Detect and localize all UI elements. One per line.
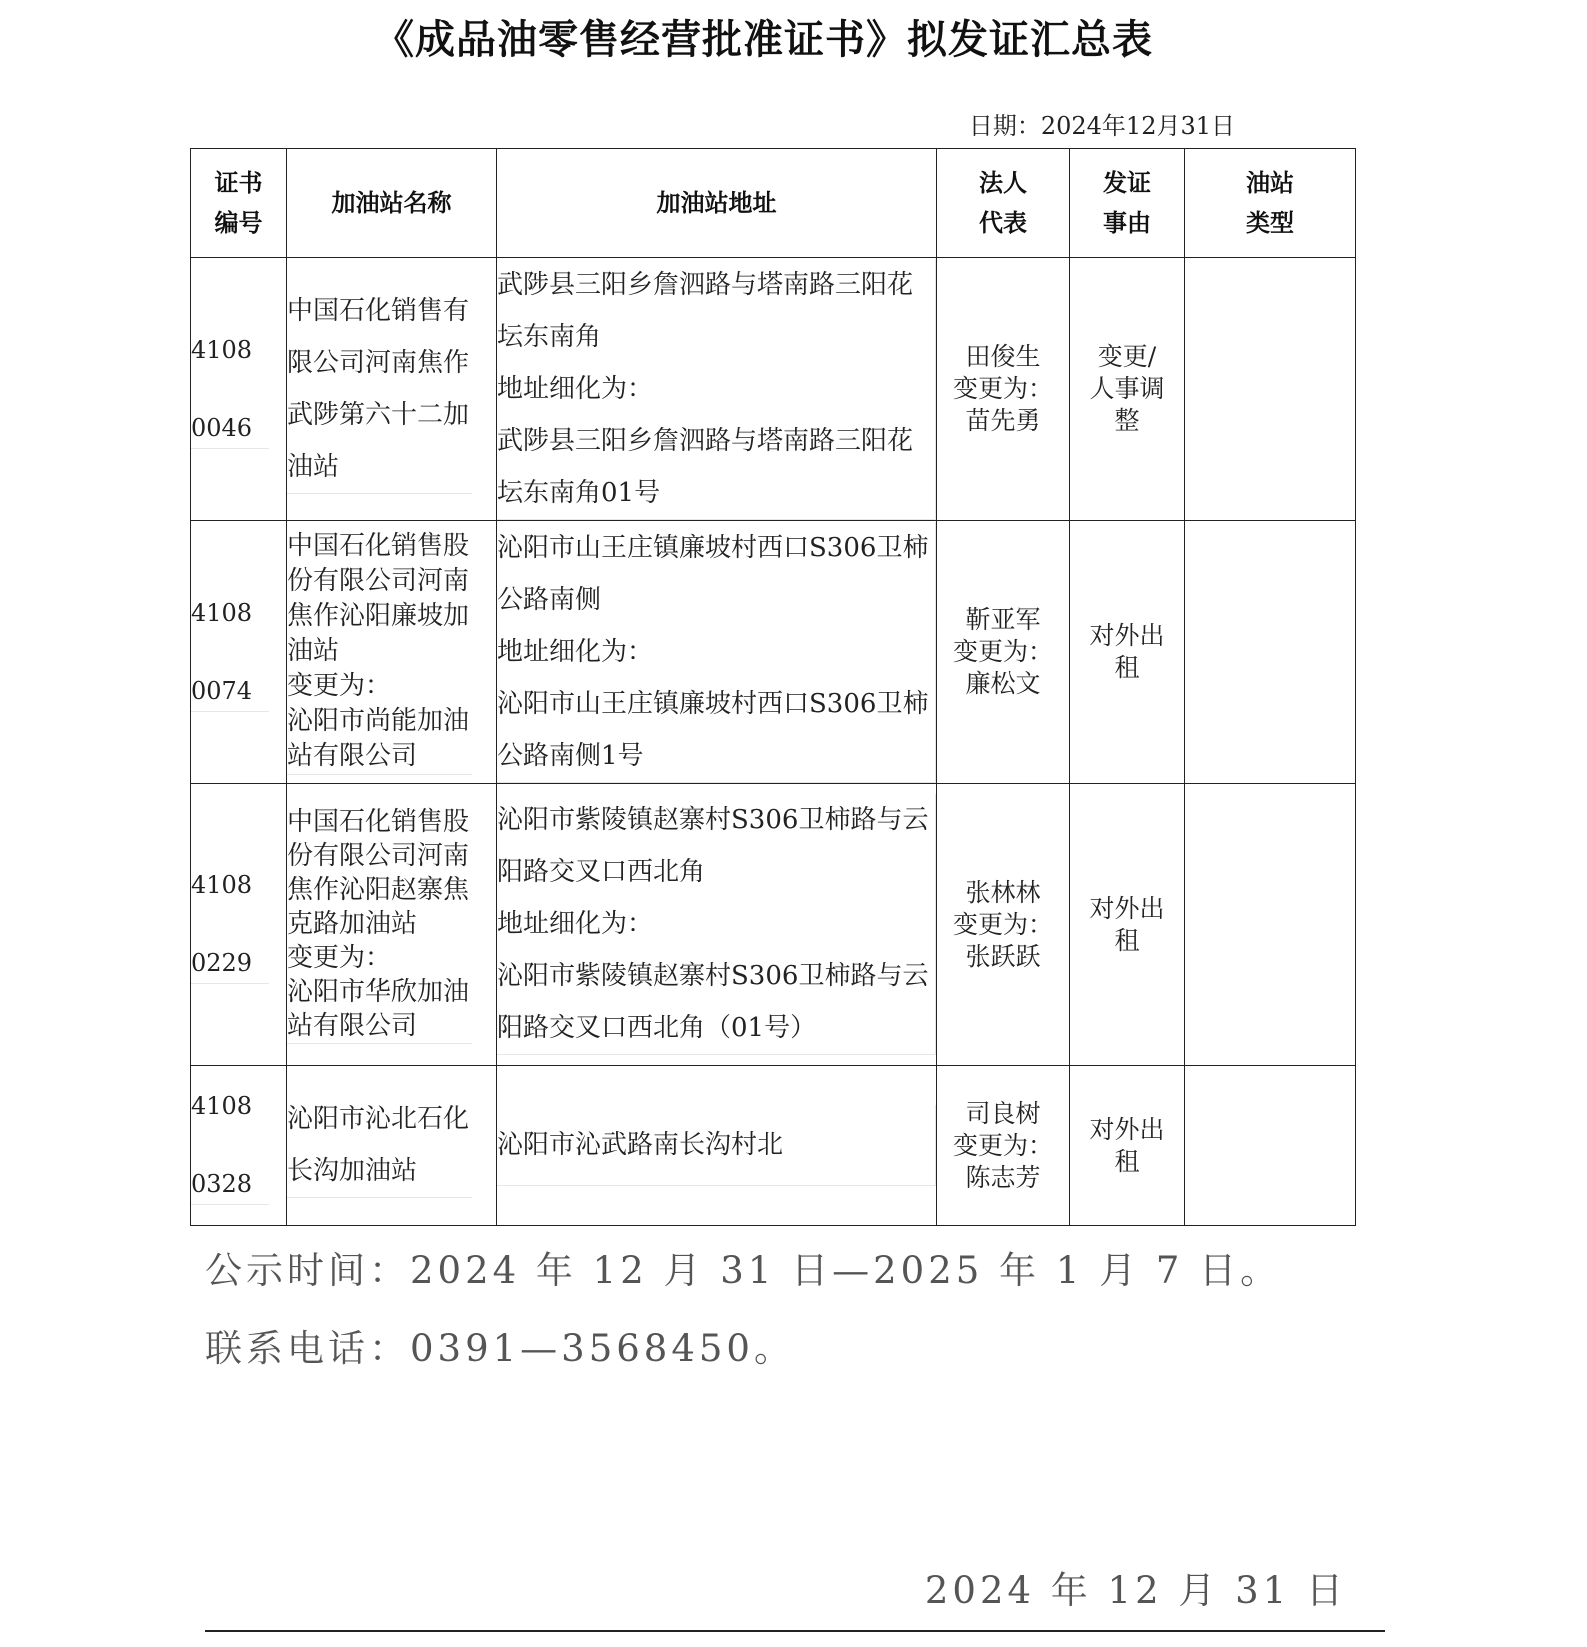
table-row: [191, 258, 1356, 521]
table-row: [191, 784, 1356, 1066]
legal-rep-cell: 靳亚军 变更为： 廉松文: [937, 521, 1070, 784]
cert-number-cell: 4108 0229: [191, 784, 287, 1066]
table-row: [191, 521, 1356, 784]
header-cert-no: 证书编号: [191, 149, 287, 258]
station-name-cell: 中国石化销售股份有限公司河南焦作沁阳赵寨焦克路加油站 变更为： 沁阳市华欣加油站有限公司: [287, 784, 497, 1066]
table-row: [191, 1066, 1356, 1226]
station-address-cell: 沁阳市沁武路南长沟村北: [497, 1066, 937, 1226]
header-legal-rep: 法人代表: [937, 149, 1070, 258]
legal-rep-cell: 田俊生 变更为： 苗先勇: [937, 258, 1070, 521]
station-type-cell: [1185, 1066, 1356, 1226]
cert-number-cell: 4108 0328: [191, 1066, 287, 1226]
station-address-cell: 沁阳市山王庄镇廉坡村西口S306卫柿公路南侧 地址细化为： 沁阳市山王庄镇廉坡村西口S306卫柿公路南侧1号: [497, 521, 937, 784]
station-name-cell: 中国石化销售有限公司河南焦作武陟第六十二加油站: [287, 258, 497, 521]
table-header-row: [191, 149, 1356, 258]
station-type-cell: [1185, 521, 1356, 784]
header-station-name: 加油站名称: [287, 149, 497, 258]
legal-rep-cell: 张林林 变更为： 张跃跃: [937, 784, 1070, 1066]
reason-cell: 变更/ 人事调 整: [1070, 258, 1185, 521]
station-name-cell: 中国石化销售股份有限公司河南焦作沁阳廉坡加油站 变更为： 沁阳市尚能加油站有限公司: [287, 521, 497, 784]
station-name-cell: 沁阳市沁北石化长沟加油站: [287, 1066, 497, 1226]
reason-cell: 对外出 租: [1070, 784, 1185, 1066]
cert-number-cell: 4108 0046: [191, 258, 287, 521]
station-type-cell: [1185, 784, 1356, 1066]
legal-rep-cell: 司良树 变更为： 陈志芳: [937, 1066, 1070, 1226]
station-address-cell: 武陟县三阳乡詹泗路与塔南路三阳花坛东南角 地址细化为： 武陟县三阳乡詹泗路与塔南路三阳花坛东南角01号: [497, 258, 937, 521]
header-station-address: 加油站地址: [497, 149, 937, 258]
sign-date: 2024 年 12 月 31 日: [924, 1569, 1347, 1612]
reason-cell: 对外出 租: [1070, 1066, 1185, 1226]
header-station-type: 油站类型: [1185, 149, 1356, 258]
title-text: 《成品油零售经营批准证书》拟发证汇总表: [374, 17, 1153, 63]
reason-cell: 对外出 租: [1070, 521, 1185, 784]
header-reason: 发证事由: [1070, 149, 1185, 258]
contact-phone: 联系电话：0391—3568450。: [205, 1327, 795, 1370]
station-address-cell: 沁阳市紫陵镇赵寨村S306卫柿路与云阳路交叉口西北角 地址细化为： 沁阳市紫陵镇赵寨村S306卫柿路与云阳路交叉口西北角（01号）: [497, 784, 937, 1066]
document-title: [0, 8, 1587, 65]
bottom-divider: [205, 1630, 1385, 1632]
summary-table: [190, 148, 1356, 1226]
publicity-period: 公示时间：2024 年 12 月 31 日—2025 年 1 月 7 日。: [205, 1249, 1282, 1292]
station-type-cell: [1185, 258, 1356, 521]
date-label: 日期：2024年12月31日: [968, 112, 1235, 140]
cert-number-cell: 4108 0074: [191, 521, 287, 784]
